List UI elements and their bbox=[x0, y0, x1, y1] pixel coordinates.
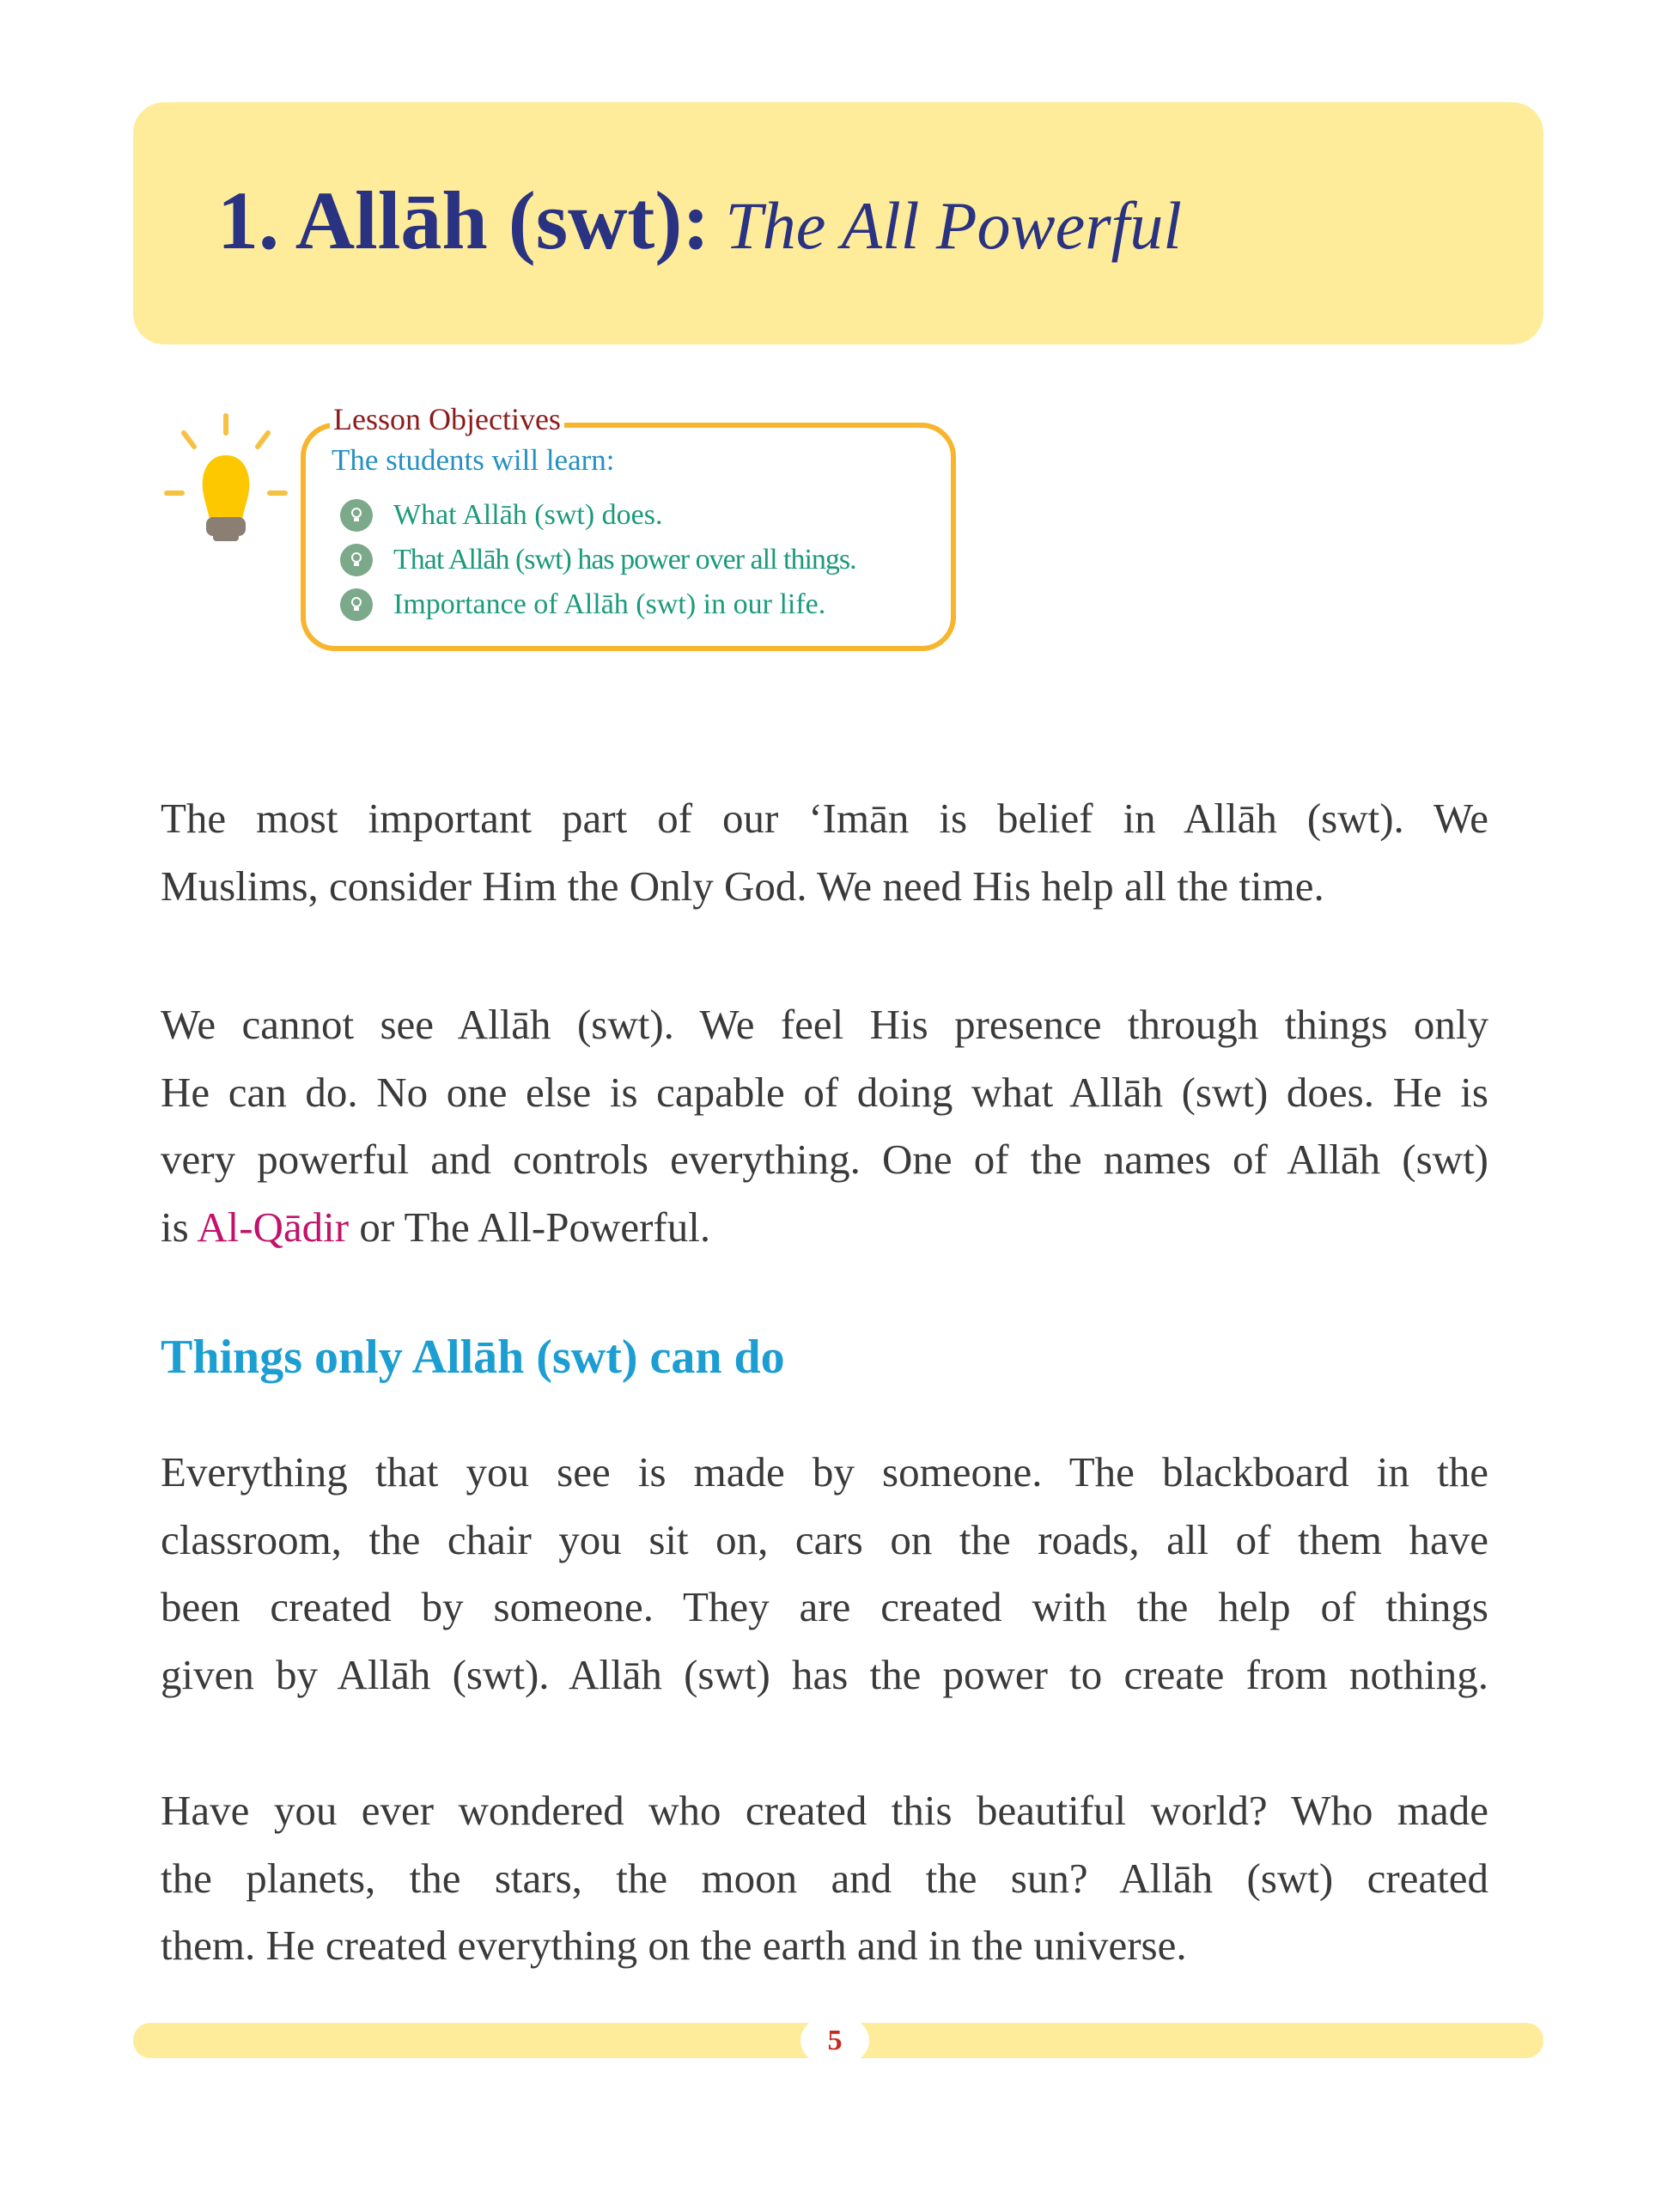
lightbulb-bullet-icon bbox=[340, 544, 373, 576]
chapter-title bbox=[217, 173, 1182, 268]
objective-item: That Allāh (swt) has power over all things. bbox=[340, 541, 856, 579]
page-number: 5 bbox=[827, 2025, 843, 2056]
chapter-header bbox=[133, 102, 1543, 344]
lightbulb-bullet-icon bbox=[340, 588, 373, 621]
paragraph-3: Everything that you see is made by someone. The blackboard in the classroom, the chair you sit on, cars on the roads, all of them have been created by someone. They are created with the help of things given by Allāh (swt). Allāh (swt) has the power to create from nothing. bbox=[161, 1448, 1488, 1699]
lightbulb-icon bbox=[163, 411, 289, 541]
chapter-subtitle: The All Powerful bbox=[725, 188, 1182, 263]
chapter-number-title: 1. Allāh (swt): bbox=[217, 174, 710, 266]
lesson-objectives-label: Lesson Objectives bbox=[330, 400, 564, 438]
lightbulb-bullet-icon bbox=[340, 499, 373, 532]
section-heading: Things only Allāh (swt) can do bbox=[161, 1331, 785, 1384]
objectives-intro: The students will learn: bbox=[332, 443, 615, 477]
paragraph-2: We cannot see Allāh (swt). We feel His presence through things only He can do. No one else is capable of doing what Allāh (swt) does. He is very powerful and controls everything. One of the names of Allāh (swt) is Al-Qādir or The All-Powerful. bbox=[161, 1001, 1488, 1252]
term-al-qadir: Al-Qādir bbox=[197, 1203, 350, 1252]
paragraph-4: Have you ever wondered who created this beautiful world? Who made the planets, the stars, the moon and the sun? Allāh (swt) created them. He created everything on the earth and in the universe. bbox=[161, 1787, 1488, 1970]
objective-item: Importance of Allāh (swt) in our life. bbox=[340, 586, 825, 624]
objective-item: What Allāh (swt) does. bbox=[340, 496, 663, 534]
paragraph-1: The most important part of our ‘Imān is belief in Allāh (swt). We Muslims, consider Him the Only God. We need His help all the time. bbox=[161, 795, 1488, 910]
